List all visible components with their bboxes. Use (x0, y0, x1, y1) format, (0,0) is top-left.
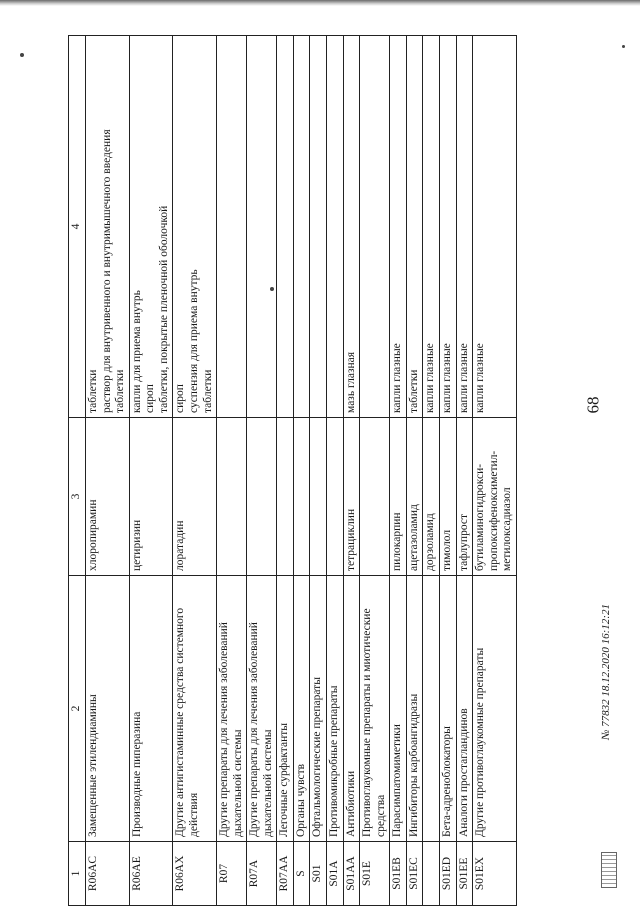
table-row (343, 36, 360, 906)
group-cell: Бета-адреноблокаторы (439, 576, 456, 842)
dosage-form-cell (327, 36, 344, 418)
dosage-form-item: таблетки, покрытые пленочной оболочкой (157, 205, 170, 413)
table-row (247, 36, 277, 906)
column-header: 1 (69, 842, 86, 906)
table-row (439, 36, 456, 906)
dosage-form-cell (456, 36, 473, 418)
code-cell: S01ED (439, 842, 456, 906)
dosage-form-item: капли глазные (457, 343, 470, 413)
column-header: 3 (69, 418, 86, 576)
group-cell: Офтальмологические препараты (310, 576, 327, 842)
table-row (173, 36, 217, 906)
dosage-form-item: сироп (174, 384, 187, 413)
group-cell: Другие противоглаукомные препараты (473, 576, 517, 842)
drug-cell: дорзоламид (423, 418, 440, 576)
drug-table (68, 35, 517, 906)
code-cell: S01EC (406, 842, 423, 906)
dosage-form-item: капли для приема внутрь (130, 290, 143, 413)
code-cell: S01A (327, 842, 344, 906)
code-cell: R06AE (129, 842, 173, 906)
electronic-stamp-icon (601, 852, 617, 888)
table-row (129, 36, 173, 906)
group-cell: Другие препараты для лечения заболеваний дыхательной системы (247, 576, 277, 842)
table-row (473, 36, 517, 906)
dosage-form-item: таблетки (201, 369, 214, 413)
table-row (406, 36, 423, 906)
group-cell: Другие антигистаминные средства системного действия (173, 576, 217, 842)
code-cell: S01EX (473, 842, 517, 906)
table-row (277, 36, 294, 906)
dosage-form-cell (277, 36, 294, 418)
table-row (390, 36, 407, 906)
dosage-form-cell (217, 36, 247, 418)
scan-edge (0, 0, 640, 6)
group-cell: Антибиотики (343, 576, 360, 842)
dosage-form-cell (129, 36, 173, 418)
code-cell: S01AA (343, 842, 360, 906)
drug-cell: лоратадин (173, 418, 217, 576)
dosage-form-item: таблетки (114, 369, 127, 413)
group-cell: Аналоги простагландинов (456, 576, 473, 842)
code-cell: S01EB (390, 842, 407, 906)
group-cell: Ингибиторы карбоангидразы (406, 576, 423, 842)
dosage-form-cell (293, 36, 310, 418)
dosage-form-item: сироп (144, 384, 157, 413)
drug-cell: тафлупрост (456, 418, 473, 576)
dosage-form-cell (247, 36, 277, 418)
table-row (217, 36, 247, 906)
drug-cell: пилокарпин (390, 418, 407, 576)
group-cell: Другие препараты для лечения заболеваний дыхательной системы (217, 576, 247, 842)
drug-cell: ацетазоламид (406, 418, 423, 576)
group-cell: Парасимпатомиметики (390, 576, 407, 842)
drug-cell (293, 418, 310, 576)
dosage-form-cell (343, 36, 360, 418)
table-row (327, 36, 344, 906)
code-cell: S (293, 842, 310, 906)
table-row (86, 36, 130, 906)
rotated-page-content (68, 36, 628, 906)
drug-cell (247, 418, 277, 576)
dosage-form-item: суспензия для приема внутрь (187, 269, 200, 413)
code-cell: R06AC (86, 842, 130, 906)
registration-footer: № 77832 18.12.2020 16:12:21 (600, 604, 612, 740)
group-cell: Противомикробные препараты (327, 576, 344, 842)
group-cell: Замещенные этилендиамины (86, 576, 130, 842)
dosage-form-cell (390, 36, 407, 418)
group-cell: Противоглаукомные препараты и миотические средства (360, 576, 390, 842)
code-cell (423, 842, 440, 906)
dosage-form-cell (406, 36, 423, 418)
dosage-form-cell (423, 36, 440, 418)
drug-cell: цетиризин (129, 418, 173, 576)
dosage-form-item: раствор для внутривенного и внутримышечного введения (100, 129, 113, 413)
code-cell: S01 (310, 842, 327, 906)
table-header-row (69, 36, 86, 906)
dosage-form-item: капли глазные (474, 343, 487, 413)
code-cell: S01E (360, 842, 390, 906)
drug-cell (327, 418, 344, 576)
group-cell: Органы чувств (293, 576, 310, 842)
dosage-form-item: таблетки (407, 369, 420, 413)
group-cell (423, 576, 440, 842)
group-cell: Легочные сурфактанты (277, 576, 294, 842)
dosage-form-item: капли глазные (391, 343, 404, 413)
dosage-form-cell (473, 36, 517, 418)
drug-cell (217, 418, 247, 576)
drug-cell: тимолол (439, 418, 456, 576)
dosage-form-cell (310, 36, 327, 418)
drug-cell: тетрациклин (343, 418, 360, 576)
code-cell: R07 (217, 842, 247, 906)
scan-dot (20, 53, 24, 57)
table-row (423, 36, 440, 906)
dosage-form-cell (360, 36, 390, 418)
code-cell: R07AA (277, 842, 294, 906)
dosage-form-item: таблетки (87, 369, 99, 413)
code-cell: S01EE (456, 842, 473, 906)
column-header: 2 (69, 576, 86, 842)
scan-dot (622, 45, 625, 48)
page-number: 68 (583, 396, 603, 414)
table-row (310, 36, 327, 906)
dosage-form-item: мазь глазная (344, 351, 357, 413)
drug-cell: хлоропирамин (86, 418, 130, 576)
drug-cell: бутиламиногидрокси-пропоксифеноксиметил-метилоксадиазол (473, 418, 517, 576)
group-cell: Производные пиперазина (129, 576, 173, 842)
dosage-form-item: капли глазные (424, 343, 437, 413)
table-row (456, 36, 473, 906)
drug-cell (360, 418, 390, 576)
code-cell: R06AX (173, 842, 217, 906)
dosage-form-cell (86, 36, 130, 418)
dosage-form-item: капли глазные (440, 343, 453, 413)
code-cell: R07A (247, 842, 277, 906)
scan-dot (270, 287, 274, 291)
drug-cell (310, 418, 327, 576)
table-body (86, 36, 517, 906)
table-row (293, 36, 310, 906)
drug-cell (277, 418, 294, 576)
table-row (360, 36, 390, 906)
dosage-form-cell (439, 36, 456, 418)
dosage-form-cell (173, 36, 217, 418)
column-header: 4 (69, 36, 86, 418)
